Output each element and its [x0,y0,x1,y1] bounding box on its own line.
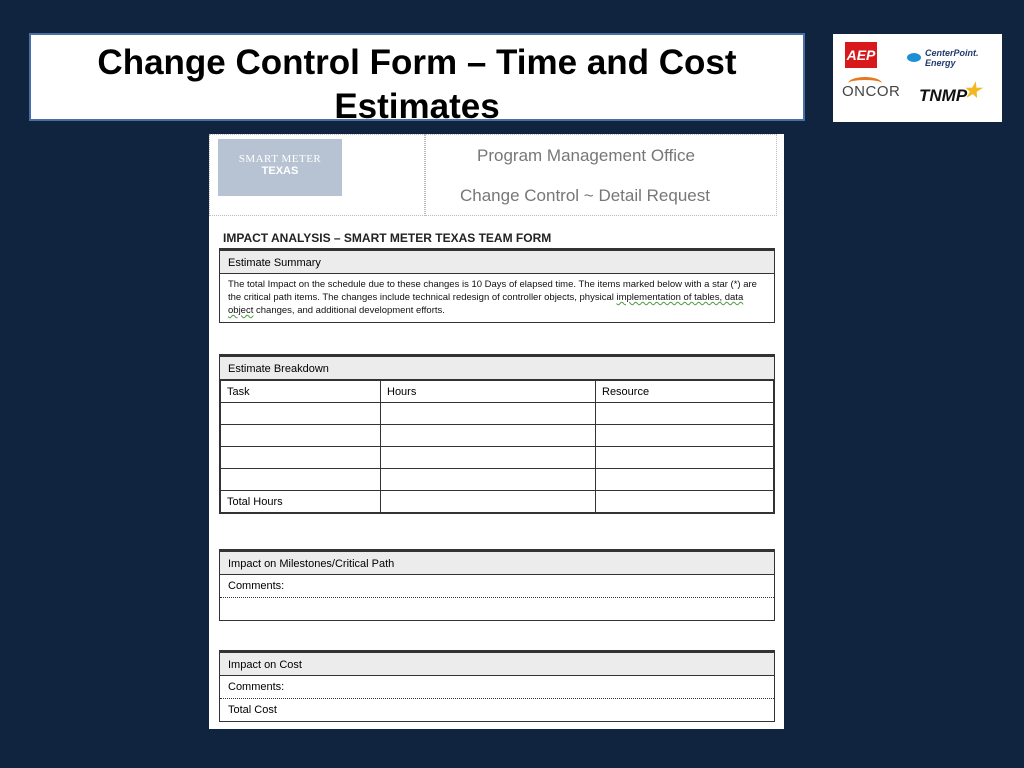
resource-cell[interactable] [596,425,774,447]
hours-cell[interactable] [381,469,596,491]
task-cell[interactable] [221,447,381,469]
resource-cell[interactable] [596,469,774,491]
star-icon: ★ [963,80,981,102]
centerpoint-mark-icon [907,53,921,62]
resource-cell[interactable] [596,403,774,425]
milestones-section [219,549,775,621]
tnmp-text: TNMP [919,86,968,105]
hours-cell[interactable] [381,425,596,447]
total-hours-label: Total Hours [221,491,381,513]
table-row [221,425,774,447]
resource-cell[interactable] [596,447,774,469]
form-title: IMPACT ANALYSIS – SMART METER TEXAS TEAM FORM [223,231,552,245]
cost-section [219,650,775,722]
table-row [221,447,774,469]
oncor-arc-icon [848,77,882,90]
aep-logo: AEP [845,42,877,68]
partner-logos [833,34,1002,122]
table-row [221,469,774,491]
milestones-comments-field[interactable] [220,598,774,620]
centerpoint-logo [907,48,997,70]
table-header-row [221,381,774,403]
column-header-task: Task [221,381,381,403]
total-hours-row [221,491,774,513]
column-header-resource: Resource [596,381,774,403]
estimate-summary-heading: Estimate Summary [220,249,774,274]
slide-title: Change Control Form – Time and Cost Estimates [97,43,737,126]
form-subtitle: Change Control ~ Detail Request [460,186,710,205]
task-cell[interactable] [221,425,381,447]
slide-title-box [29,33,805,126]
task-cell[interactable] [221,403,381,425]
estimate-summary-text: The total Impact on the schedule due to these changes is 10 Days of elapsed time. The items marked below with a star (*) are the critical path items. The changes include technical redesign of controller objects, physical implementation of tables, data object changes, and additional development efforts. [228,279,757,316]
estimate-breakdown-section [219,354,775,514]
centerpoint-name: CenterPoint. [925,48,979,58]
oncor-text: ONCOR [842,83,901,100]
task-cell[interactable] [221,469,381,491]
total-hours-value[interactable] [381,491,596,513]
smart-meter-texas-logo: SMART METER TEXAS [218,139,342,196]
hours-cell[interactable] [381,447,596,469]
milestones-heading: Impact on Milestones/Critical Path [220,550,774,575]
milestones-comments-label: Comments: [220,575,774,598]
total-cost-label: Total Cost [228,704,277,716]
table-row [221,403,774,425]
estimate-breakdown-heading: Estimate Breakdown [220,355,774,380]
oncor-logo [842,83,900,100]
estimate-breakdown-table [220,380,774,513]
header-logo-cell [209,134,425,216]
tnmp-logo [919,80,981,106]
cost-comments-label: Comments: [220,676,774,699]
change-control-form [209,134,784,729]
estimate-summary-section [219,248,775,323]
column-header-hours: Hours [381,381,596,403]
total-hours-resource[interactable] [596,491,774,513]
office-name: Program Management Office [477,146,695,165]
centerpoint-sub: Energy [925,58,956,68]
cost-heading: Impact on Cost [220,651,774,676]
hours-cell[interactable] [381,403,596,425]
